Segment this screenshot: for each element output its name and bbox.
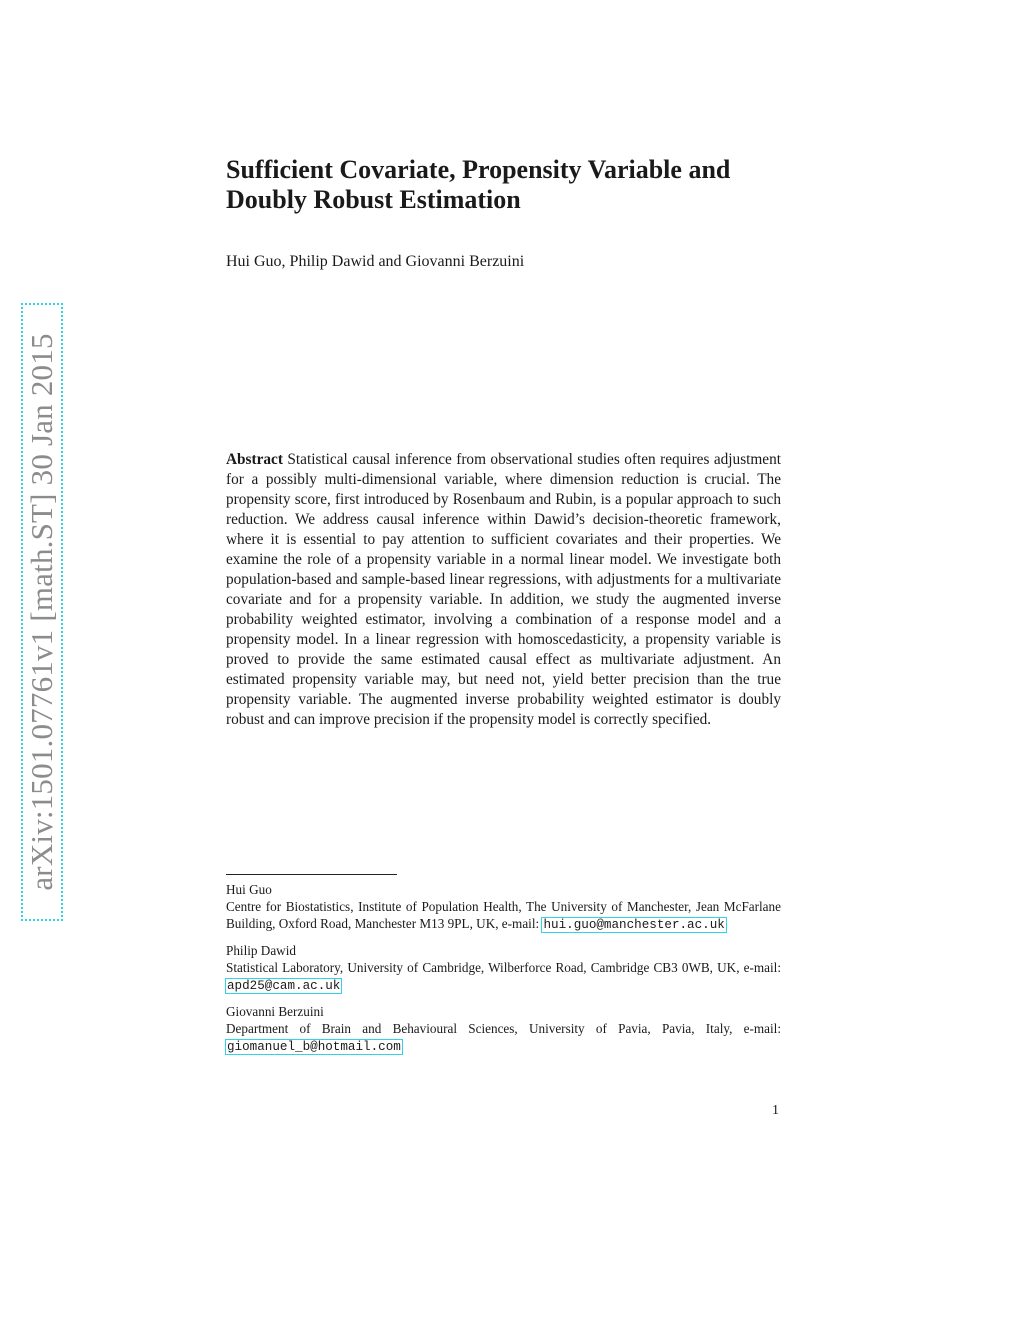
affiliation-guo bbox=[226, 881, 781, 934]
footnote-rule bbox=[226, 874, 397, 875]
email-link[interactable]: hui.guo@manchester.ac.uk bbox=[543, 918, 725, 932]
email-link[interactable]: apd25@cam.ac.uk bbox=[227, 979, 341, 993]
arxiv-identifier-text: arXiv:1501.07761v1 [math.ST] 30 Jan 2015 bbox=[24, 333, 59, 891]
affiliation-address-text: Centre for Biostatistics, Institute of Population Health, The University of Manchester, Jean McFarlane Building, Oxford Road, Manchester M13 9PL, UK, e-mail: bbox=[226, 899, 781, 931]
affiliation-dawid bbox=[226, 942, 781, 995]
affiliation-address bbox=[226, 959, 781, 995]
affiliation-address bbox=[226, 1020, 781, 1056]
abstract-label: Abstract bbox=[226, 451, 283, 468]
email-link[interactable]: giomanuel_b@hotmail.com bbox=[227, 1040, 401, 1054]
affiliation-address bbox=[226, 898, 781, 934]
affiliation-name: Giovanni Berzuini bbox=[226, 1004, 324, 1019]
abstract bbox=[226, 450, 781, 730]
affiliation-address-text: Department of Brain and Behavioural Sciences, University of Pavia, Pavia, Italy, e-mail: bbox=[226, 1021, 781, 1036]
affiliation-name: Philip Dawid bbox=[226, 943, 296, 958]
paper-authors: Hui Guo, Philip Dawid and Giovanni Berzuini bbox=[226, 253, 525, 270]
affiliation-address-text: Statistical Laboratory, University of Cambridge, Wilberforce Road, Cambridge CB3 0WB, UK, e-mail: bbox=[226, 960, 781, 975]
page-number: 1 bbox=[772, 1103, 779, 1118]
affiliation-name: Hui Guo bbox=[226, 882, 272, 897]
arxiv-identifier-stamp[interactable] bbox=[21, 303, 63, 921]
author-affiliations bbox=[226, 881, 781, 1064]
paper-title: Sufficient Covariate, Propensity Variable and Doubly Robust Estimation bbox=[226, 155, 731, 214]
affiliation-berzuini bbox=[226, 1003, 781, 1056]
abstract-text: Statistical causal inference from observational studies often requires adjustment for a possibly multi-dimensional variable, where dimension reduction is crucial. The propensity score, first introduced by Rosenbaum and Rubin, is a popular approach to such reduction. We address causal inference within Dawid’s decision-theoretic framework, where it is essential to pay attention to sufficient covariates and their properties. We examine the role of a propensity variable in a normal linear model. We investigate both population-based and sample-based linear regressions, with adjustments for a multivariate covariate and for a propensity variable. In addition, we study the augmented inverse probability weighted estimator, involving a combination of a response model and a propensity model. In a linear regression with homoscedasticity, a propensity variable is proved to provide the same estimated causal effect as multivariate adjustment. An estimated propensity variable may, but need not, yield better precision than the true propensity variable. The augmented inverse probability weighted estimator is doubly robust and can improve precision if the propensity model is correctly specified. bbox=[226, 451, 781, 728]
